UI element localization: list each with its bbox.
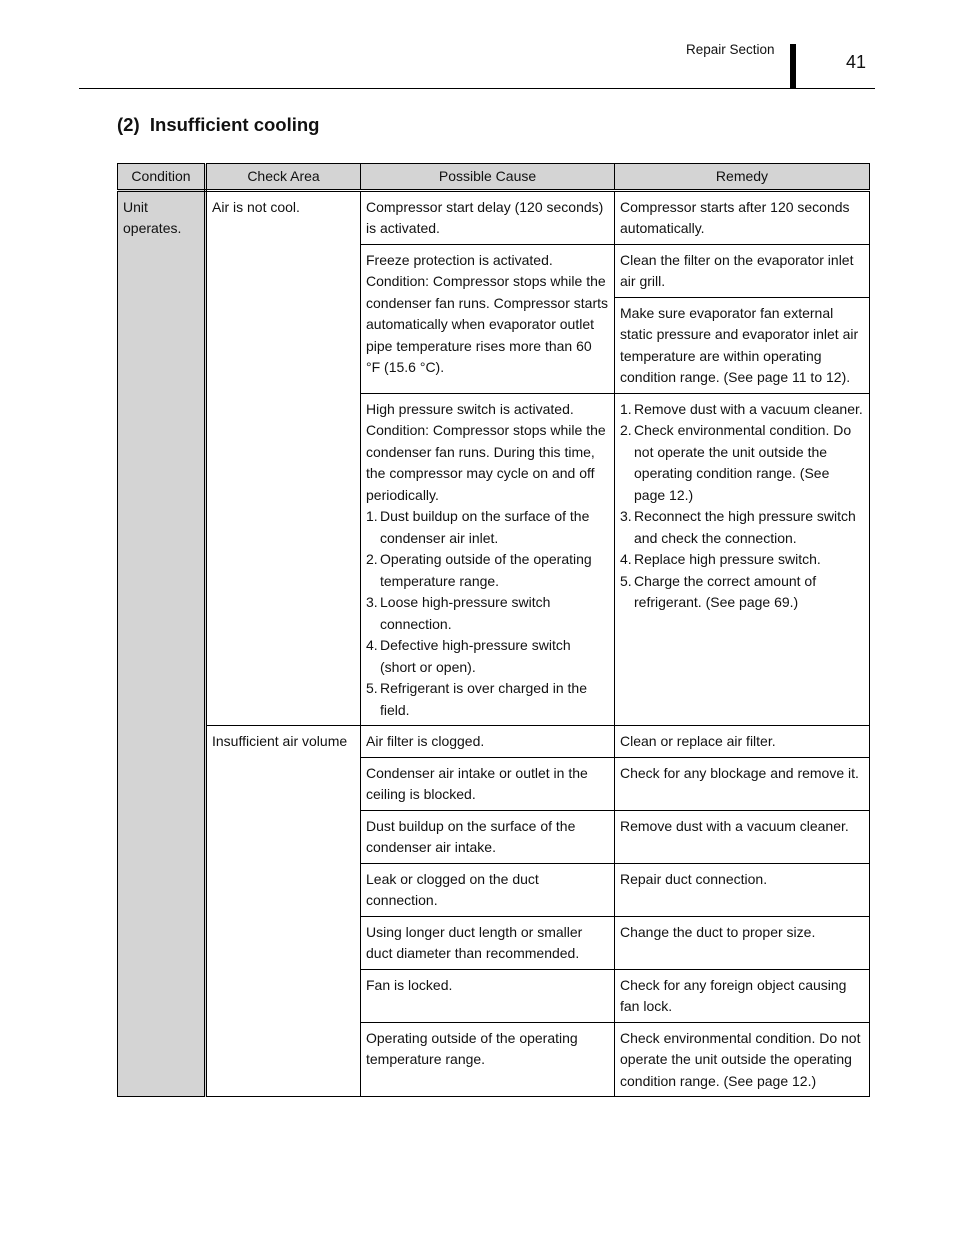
list-text: Refrigerant is over charged in the field.: [380, 680, 587, 718]
remedy-cell: Clean the filter on the evaporator inlet air grill.: [615, 244, 870, 297]
list-text: Defective high-pressure switch (short or open).: [380, 637, 571, 675]
cause-text: Condition: Compressor stops while the condenser fan runs. Compressor starts automatically when evaporator outlet pipe temperature rises more than 60 °F (15.6 °C).: [366, 273, 608, 375]
list-text: Operating outside of the operating temperature range.: [380, 551, 592, 589]
cause-cell: [361, 244, 615, 393]
list-number: 3.: [366, 594, 378, 610]
list-number: 2.: [620, 422, 632, 438]
list-item: [620, 420, 864, 506]
cause-cell: Dust buildup on the surface of the condenser air intake.: [361, 810, 615, 863]
list-text: Remove dust with a vacuum cleaner.: [634, 400, 863, 417]
troubleshooting-table: [117, 163, 870, 1097]
cause-cell: Using longer duct length or smaller duct diameter than recommended.: [361, 916, 615, 969]
page-number: 41: [846, 52, 867, 72]
remedy-cell: Make sure evaporator fan external static pressure and evaporator inlet air temperature are within operating condition range. (See page 11 to 12).: [615, 297, 870, 393]
remedy-cell: Remove dust with a vacuum cleaner.: [615, 810, 870, 863]
remedy-cell: Repair duct connection.: [615, 863, 870, 916]
list-text: Loose high-pressure switch connection.: [380, 594, 551, 632]
list-item: [366, 592, 609, 635]
remedy-cell: Check environmental condition. Do not operate the unit outside the operating condition range. (See page 12.): [615, 1022, 870, 1097]
table-row: [118, 190, 870, 244]
header-possible-cause: Possible Cause: [361, 164, 615, 191]
list-number: 4.: [620, 551, 632, 567]
check-area-cell: Air is not cool.: [206, 190, 361, 726]
list-item: [366, 678, 609, 721]
list-number: 4.: [366, 637, 378, 653]
list-item: [620, 549, 864, 571]
cause-cell: Condenser air intake or outlet in the ceiling is blocked.: [361, 757, 615, 810]
list-item: [366, 506, 609, 549]
header-rule: [79, 88, 875, 89]
list-item: [366, 635, 609, 678]
check-area-cell: Insufficient air volume: [206, 726, 361, 1097]
cause-text: Freeze protection is activated.: [366, 251, 553, 268]
remedy-cell: Check for any blockage and remove it.: [615, 757, 870, 810]
list-number: 5.: [620, 572, 632, 589]
remedy-cell: Change the duct to proper size.: [615, 916, 870, 969]
cause-cell: Compressor start delay (120 seconds) is activated.: [361, 190, 615, 244]
header-check-area: Check Area: [206, 164, 361, 191]
list-text: Check environmental condition. Do not operate the unit outside the operating condition range. (See page 12.): [634, 422, 852, 503]
list-text: Reconnect the high pressure switch and check the connection.: [634, 508, 856, 546]
remedy-cell: Clean or replace air filter.: [615, 726, 870, 758]
condition-cell: Unit operates.: [118, 190, 206, 1097]
remedy-cell: Compressor starts after 120 seconds automatically.: [615, 190, 870, 244]
list-text: Charge the correct amount of refrigerant. (See page 69.): [634, 572, 817, 610]
cause-cell: [361, 393, 615, 726]
list-number: 1.: [366, 508, 378, 524]
list-number: 1.: [620, 400, 632, 417]
list-text: Replace high pressure switch.: [634, 551, 821, 567]
list-item: [620, 506, 864, 549]
header-remedy: Remedy: [615, 164, 870, 191]
header-section-label: Repair Section: [686, 42, 775, 57]
table-header-row: [118, 164, 870, 191]
table-row: [118, 726, 870, 758]
cause-cell: Operating outside of the operating temperature range.: [361, 1022, 615, 1097]
list-item: [366, 549, 609, 592]
list-item: [620, 399, 864, 421]
remedy-list: [620, 399, 864, 614]
list-number: 3.: [620, 508, 632, 524]
cause-list: [366, 506, 609, 721]
cause-text: High pressure switch is activated.: [366, 400, 574, 417]
section-title: (2) Insufficient cooling: [117, 114, 320, 135]
list-number: 5.: [366, 680, 378, 696]
remedy-cell: Check for any foreign object causing fan lock.: [615, 969, 870, 1022]
list-text: Dust buildup on the surface of the condenser air inlet.: [380, 508, 590, 546]
cause-text: Condition: Compressor stops while the condenser fan runs. During this time, the compressor may cycle on and off periodically.: [366, 422, 606, 503]
cause-cell: Air filter is clogged.: [361, 726, 615, 758]
header-condition: Condition: [118, 164, 206, 191]
header-bar: [790, 44, 796, 88]
list-number: 2.: [366, 551, 378, 567]
cause-cell: Fan is locked.: [361, 969, 615, 1022]
remedy-cell: [615, 393, 870, 726]
list-item: [620, 571, 864, 614]
cause-cell: Leak or clogged on the duct connection.: [361, 863, 615, 916]
